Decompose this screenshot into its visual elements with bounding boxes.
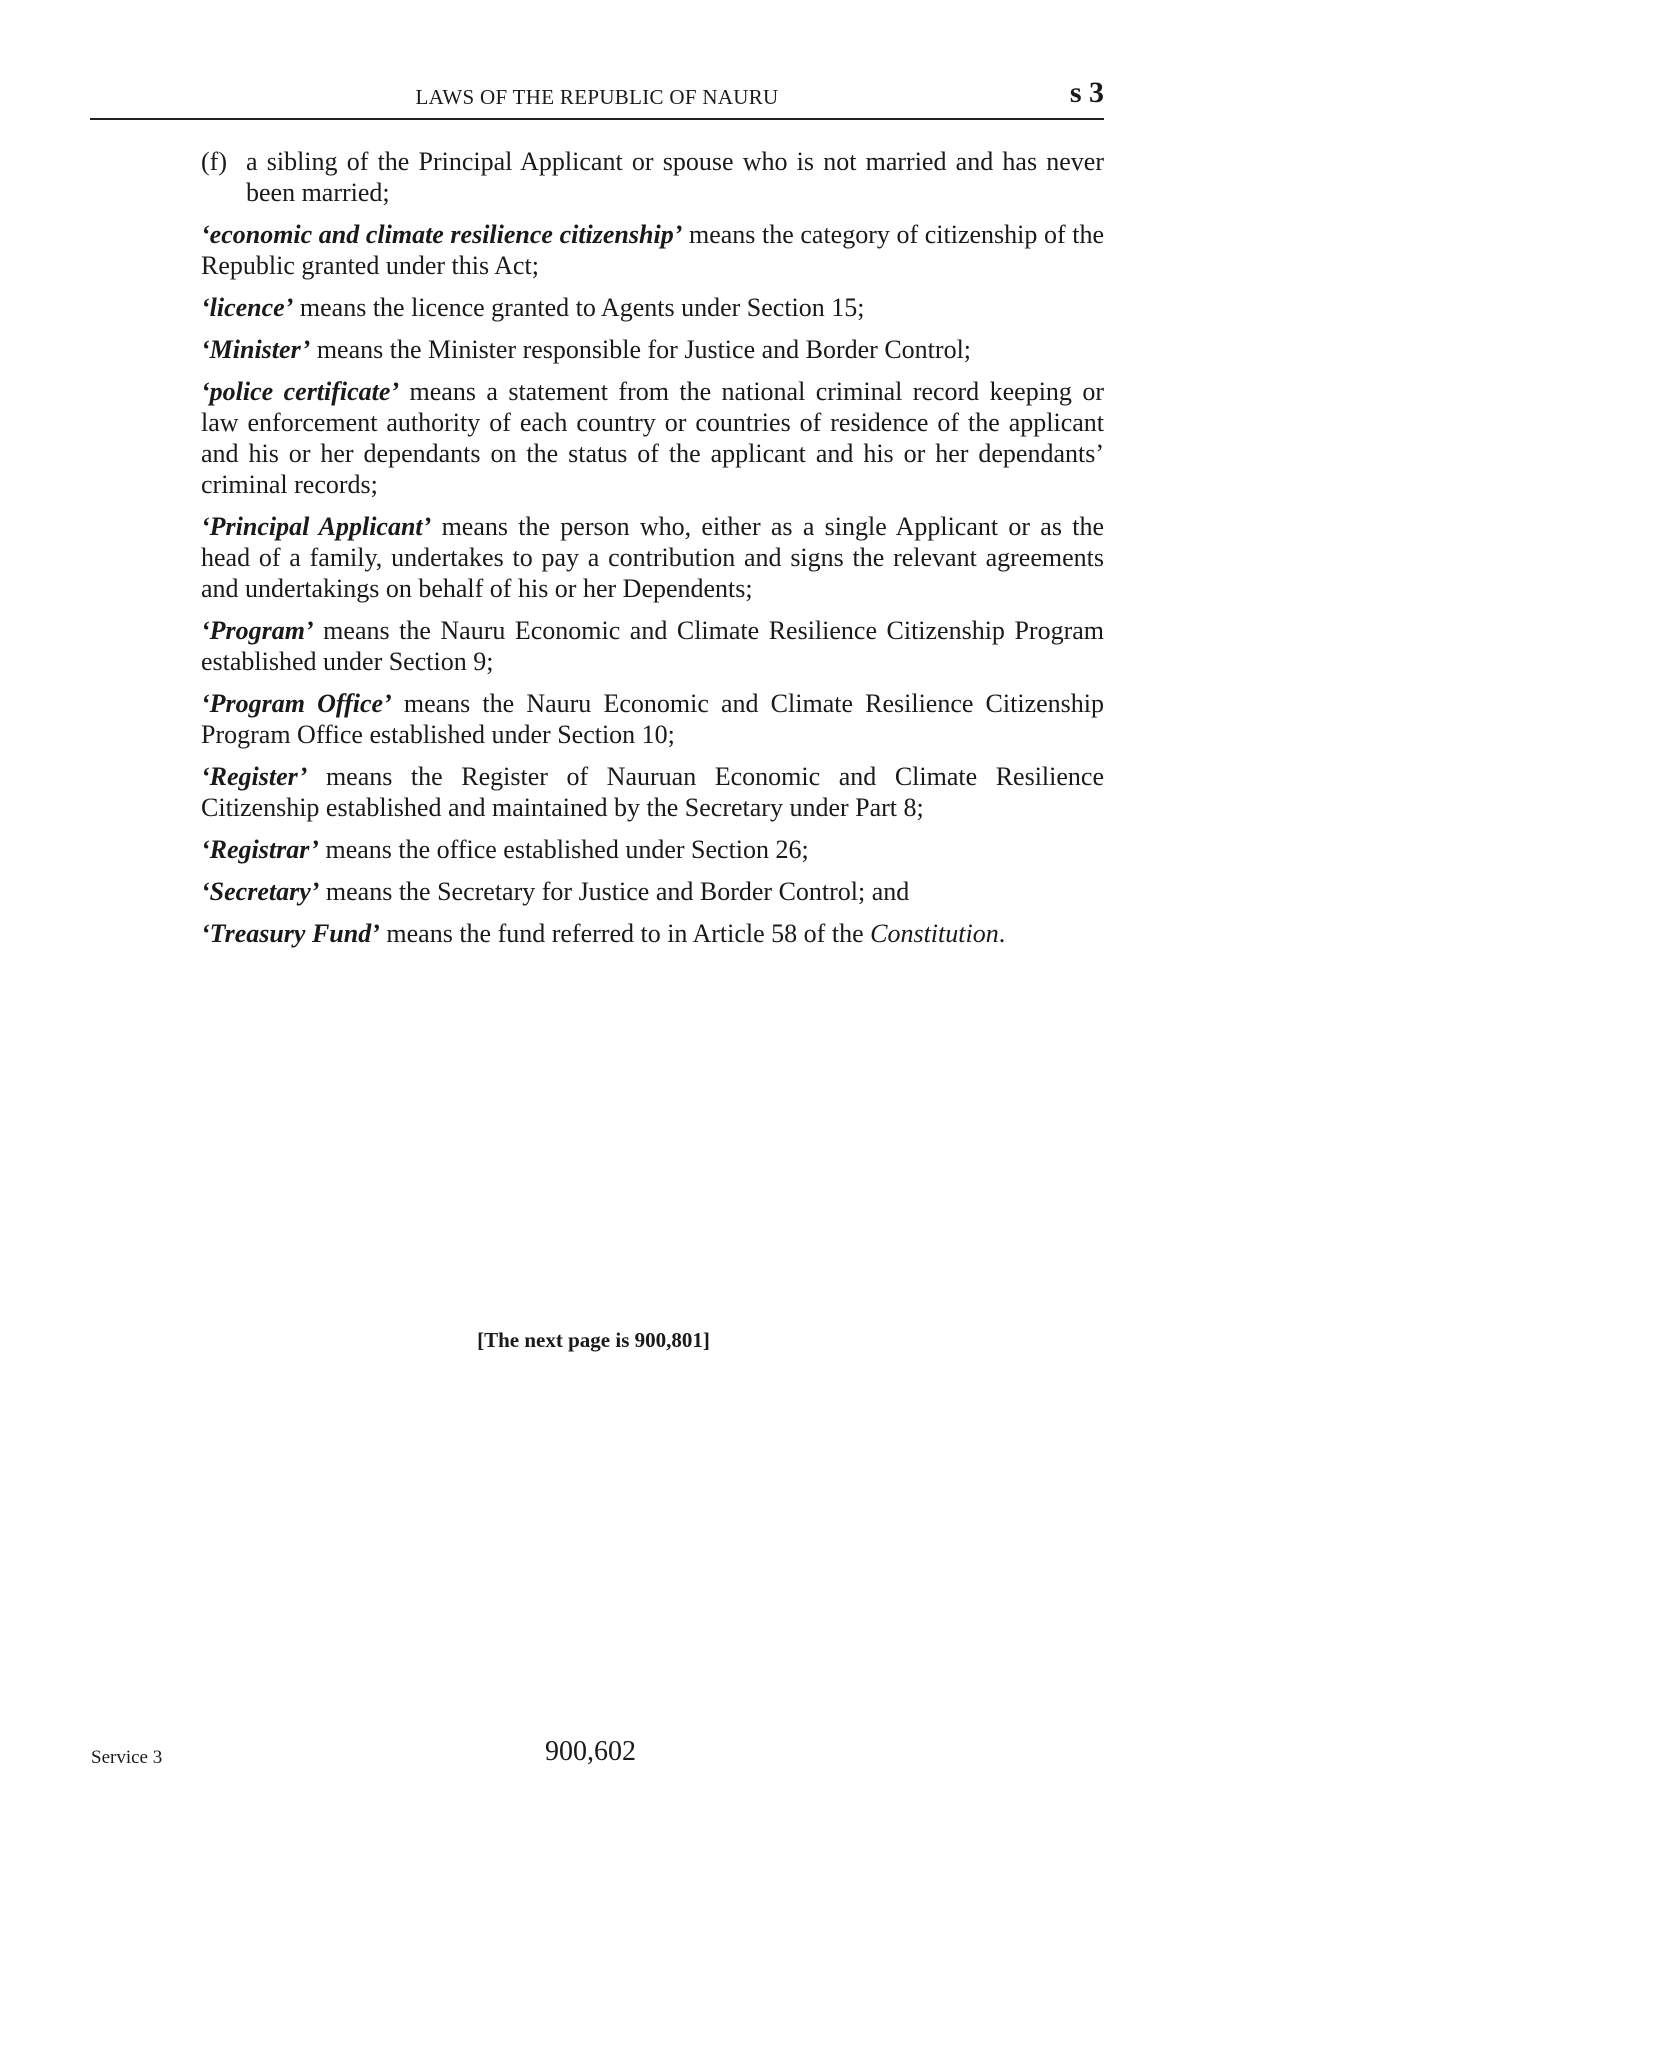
definition-minister	[201, 334, 1104, 365]
definition-term: ‘economic and climate resilience citizenship’	[201, 220, 683, 249]
paragraph-f	[201, 146, 1104, 208]
definition-principal-applicant	[201, 511, 1104, 604]
definition-text: means the person who, either as a single Applicant or as the head of a family, undertakes to pay a contribution and signs the relevant agreements and undertakings on behalf of his or her Dependents;	[201, 512, 1104, 603]
definition-text: means the licence granted to Agents under Section 15;	[293, 293, 865, 322]
definition-text: means the Nauru Economic and Climate Resilience Citizenship Program established under Section 9;	[201, 616, 1104, 676]
service-label: Service 3	[91, 1747, 163, 1768]
definition-text: means the Register of Nauruan Economic and Climate Resilience Citizenship established and maintained by the Secretary under Part 8;	[201, 762, 1104, 822]
definition-text: means the fund referred to in Article 58 of the	[379, 919, 871, 948]
next-page-note: [The next page is 900,801]	[477, 1328, 710, 1352]
page-number: 900,602	[545, 1736, 636, 1767]
paragraph-f-text: a sibling of the Principal Applicant or spouse who is not married and has never been married;	[246, 147, 1104, 207]
definition-register	[201, 761, 1104, 823]
paragraph-f-label: (f)	[201, 147, 227, 176]
definition-term: ‘Program’	[201, 616, 314, 645]
definition-text: means a statement from the national criminal record keeping or law enforcement authority of each country or countries of residence of the applicant and his or her dependants on the status of the applicant and his or her dependants’ criminal records;	[201, 377, 1104, 499]
definition-term: ‘Principal Applicant’	[201, 512, 432, 541]
header-title: LAWS OF THE REPUBLIC OF NAURU	[415, 85, 779, 109]
definition-program	[201, 615, 1104, 677]
definition-text: means the Nauru Economic and Climate Resilience Citizenship Program Office established under Section 10;	[201, 689, 1104, 749]
definition-term: ‘Program Office’	[201, 689, 392, 718]
definition-term: ‘police certificate’	[201, 377, 400, 406]
definition-text: means the Secretary for Justice and Border Control; and	[319, 877, 910, 906]
definition-economic-citizenship	[201, 219, 1104, 281]
definition-term: ‘Secretary’	[201, 877, 320, 906]
definition-text: means the category of citizenship of the Republic granted under this Act;	[201, 220, 1104, 280]
definition-term: ‘Registrar’	[201, 835, 319, 864]
definition-secretary	[201, 876, 1104, 907]
constitution-reference: Constitution	[870, 919, 999, 948]
definition-text: means the office established under Section 26;	[318, 835, 809, 864]
section-marker: s 3	[1069, 76, 1104, 109]
definition-end: .	[998, 919, 1006, 948]
definition-registrar	[201, 834, 1104, 865]
definition-text: means the Minister responsible for Justice and Border Control;	[310, 335, 972, 364]
definition-term: ‘Treasury Fund’	[201, 919, 380, 948]
running-header	[90, 76, 1104, 120]
definition-term: ‘Register’	[201, 762, 308, 791]
definitions-body	[201, 146, 1104, 960]
definition-term: ‘Minister’	[201, 335, 311, 364]
definition-term: ‘licence’	[201, 293, 294, 322]
definition-treasury-fund	[201, 918, 1104, 949]
definition-police-certificate	[201, 376, 1104, 500]
definition-program-office	[201, 688, 1104, 750]
definition-licence	[201, 292, 1104, 323]
